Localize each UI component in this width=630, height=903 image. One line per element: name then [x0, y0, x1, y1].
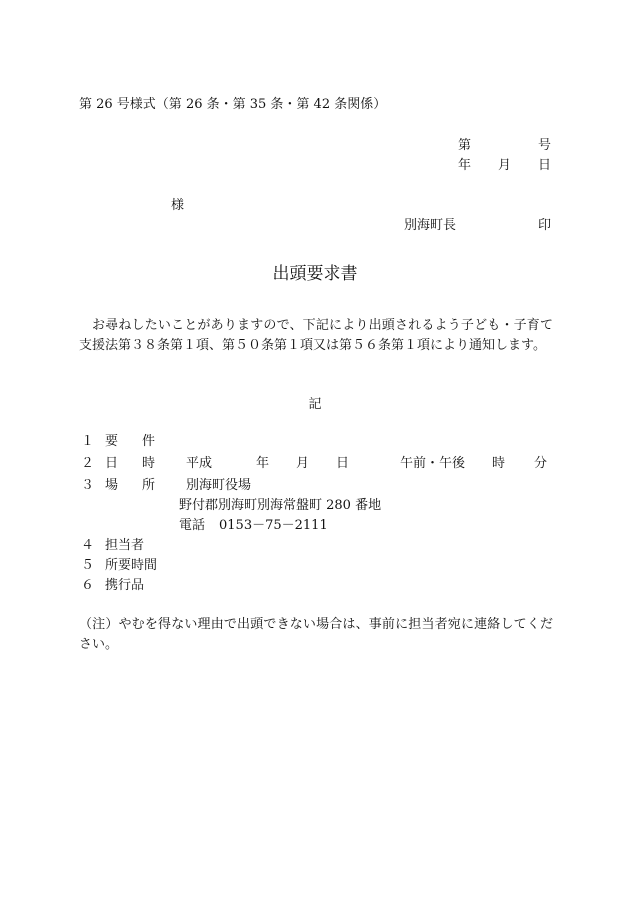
datetime-era: 平成 — [186, 456, 213, 471]
item-label — [105, 457, 155, 470]
doc-number-suffix: 号 — [537, 138, 551, 153]
item-number: ４ — [81, 538, 95, 553]
item-label — [105, 479, 155, 492]
label-char: 時 — [141, 456, 155, 471]
issue-date-day: 日 — [537, 158, 551, 173]
item-label: 所要時間 — [105, 558, 158, 573]
issue-date-line — [458, 159, 551, 172]
addressee-suffix: 様 — [171, 198, 185, 213]
document-title: 出頭要求書 — [272, 264, 358, 284]
item-label — [105, 435, 155, 448]
datetime-value — [186, 457, 547, 470]
label-char: 所 — [141, 478, 155, 493]
place-address: 野付郡別海町別海常盤町 280 番地 — [179, 498, 382, 513]
phone-number: 0153－75－2111 — [219, 518, 328, 533]
datetime-ampm: 午前・午後 — [400, 456, 466, 471]
item-number: ６ — [81, 578, 95, 593]
document-number-line — [458, 139, 551, 152]
form-number: 第 26 号様式（第 26 条・第 35 条・第 42 条関係） — [79, 97, 387, 112]
sender-name: 別海町長 — [404, 218, 457, 233]
label-char: 日 — [105, 456, 119, 471]
datetime-hour: 時 — [492, 456, 506, 471]
item-number: ３ — [81, 478, 95, 493]
ki-heading: 記 — [308, 397, 322, 412]
seal-mark: 印 — [538, 218, 552, 233]
datetime-month: 月 — [296, 456, 310, 471]
issue-date-year: 年 — [458, 158, 472, 173]
datetime-year: 年 — [256, 456, 270, 471]
note-paragraph: （注）やむを得ない理由で出頭できない場合は、事前に担当者宛に連絡してください。 — [79, 617, 553, 652]
item-label: 携行品 — [105, 578, 145, 593]
body-paragraph: お尋ねしたいことがありますので、下記により出頭されるよう子ども・子育て支援法第３８条第１項、第５０条第１項又は第５６条第１項により通知します。 — [79, 318, 553, 353]
issue-date-month: 月 — [497, 158, 511, 173]
label-char: 件 — [141, 434, 155, 449]
place-name: 別海町役場 — [186, 478, 252, 493]
item-number: ５ — [81, 558, 95, 573]
item-number: １ — [81, 434, 95, 449]
label-char: 場 — [105, 478, 119, 493]
item-number: ２ — [81, 456, 95, 471]
doc-number-prefix: 第 — [458, 138, 472, 153]
datetime-minute: 分 — [534, 456, 548, 471]
datetime-day: 日 — [336, 456, 350, 471]
label-char: 要 — [105, 434, 119, 449]
phone-label: 電話 — [179, 518, 206, 533]
item-label: 担当者 — [105, 538, 145, 553]
